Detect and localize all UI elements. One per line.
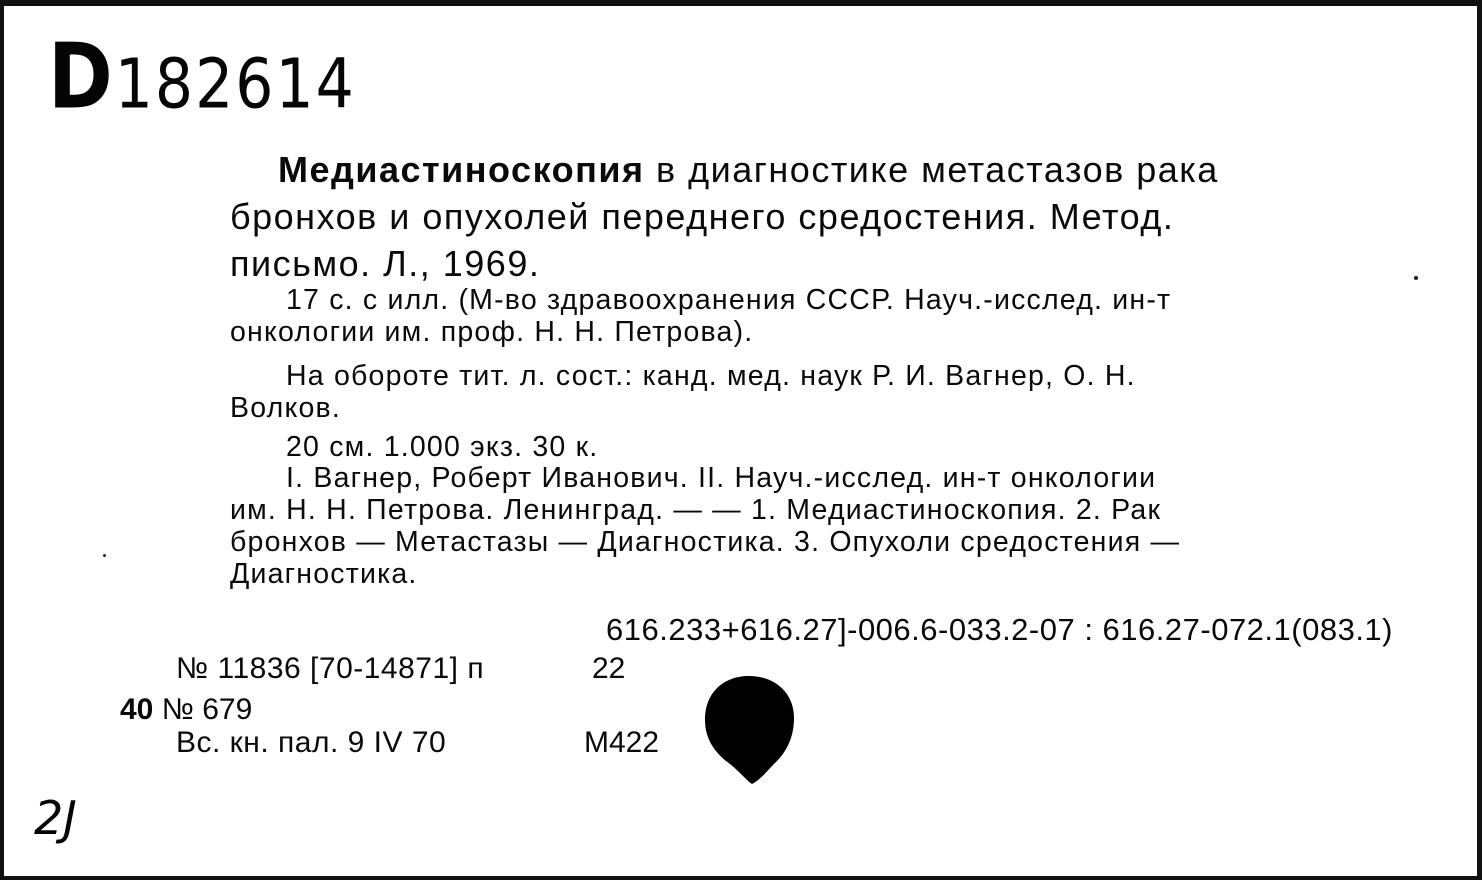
order-count: 22: [592, 652, 626, 685]
publisher-line-2: онкологии им. проф. Н. Н. Петрова).: [230, 316, 754, 348]
call-number-prefix: D: [48, 26, 115, 130]
tracings-line-2: им. Н. Н. Петрова. Ленинград. — — 1. Медиастиноскопия. 2. Рак: [230, 494, 1162, 526]
authors-line-2: Волков.: [230, 392, 341, 424]
tracings-paragraph: [230, 462, 1402, 590]
title-main: Медиастиноскопия: [278, 149, 645, 190]
punch-hole-mark: [702, 674, 796, 786]
title-line-2: бронхов и опухолей переднего средостения. Метод.: [230, 196, 1175, 237]
title-line-1-rest: в диагностике метастазов рака: [656, 149, 1219, 190]
call-number-digits: 182614: [114, 44, 356, 125]
copies-bold-number: 40: [120, 693, 154, 726]
title-block: [230, 146, 1402, 287]
price-code: М422: [584, 726, 660, 759]
title-line-3: письмо. Л., 1969.: [230, 243, 541, 284]
handwritten-copy-mark: 2J: [34, 791, 77, 845]
publisher-paragraph: [230, 284, 1402, 348]
tracings-line-1: I. Вагнер, Роберт Иванович. II. Науч.-исслед. ин-т онкологии: [286, 462, 1157, 494]
call-number: [48, 26, 356, 130]
authors-line-1: На обороте тит. л. сост.: канд. мед. наук Р. И. Вагнер, О. Н.: [286, 360, 1136, 392]
publisher-line-1: 17 с. с илл. (М-во здравоохранения СССР. Науч.-исслед. ин-т: [286, 284, 1172, 316]
speck-mark: [103, 554, 106, 557]
copies-number: № 679: [161, 693, 253, 726]
udc-classification: 616.233+616.27]-006.6-033.2-07 : 616.27-072.1(083.1): [606, 612, 1393, 647]
book-chamber-line: Вс. кн. пал. 9 IV 70: [176, 726, 447, 759]
format-paragraph: [230, 431, 1402, 463]
authors-paragraph: [230, 360, 1402, 424]
format-line: 20 см. 1.000 экз. 30 к.: [286, 431, 599, 463]
title-line-1: [230, 146, 1402, 193]
tracings-line-4: Диагностика.: [230, 558, 418, 590]
tracings-line-3: бронхов — Метастазы — Диагностика. 3. Опухоли средостения —: [230, 526, 1181, 558]
order-number: № 11836 [70-14871] п: [176, 652, 485, 685]
copies-line: [120, 693, 252, 727]
speck-mark: [1414, 276, 1418, 280]
